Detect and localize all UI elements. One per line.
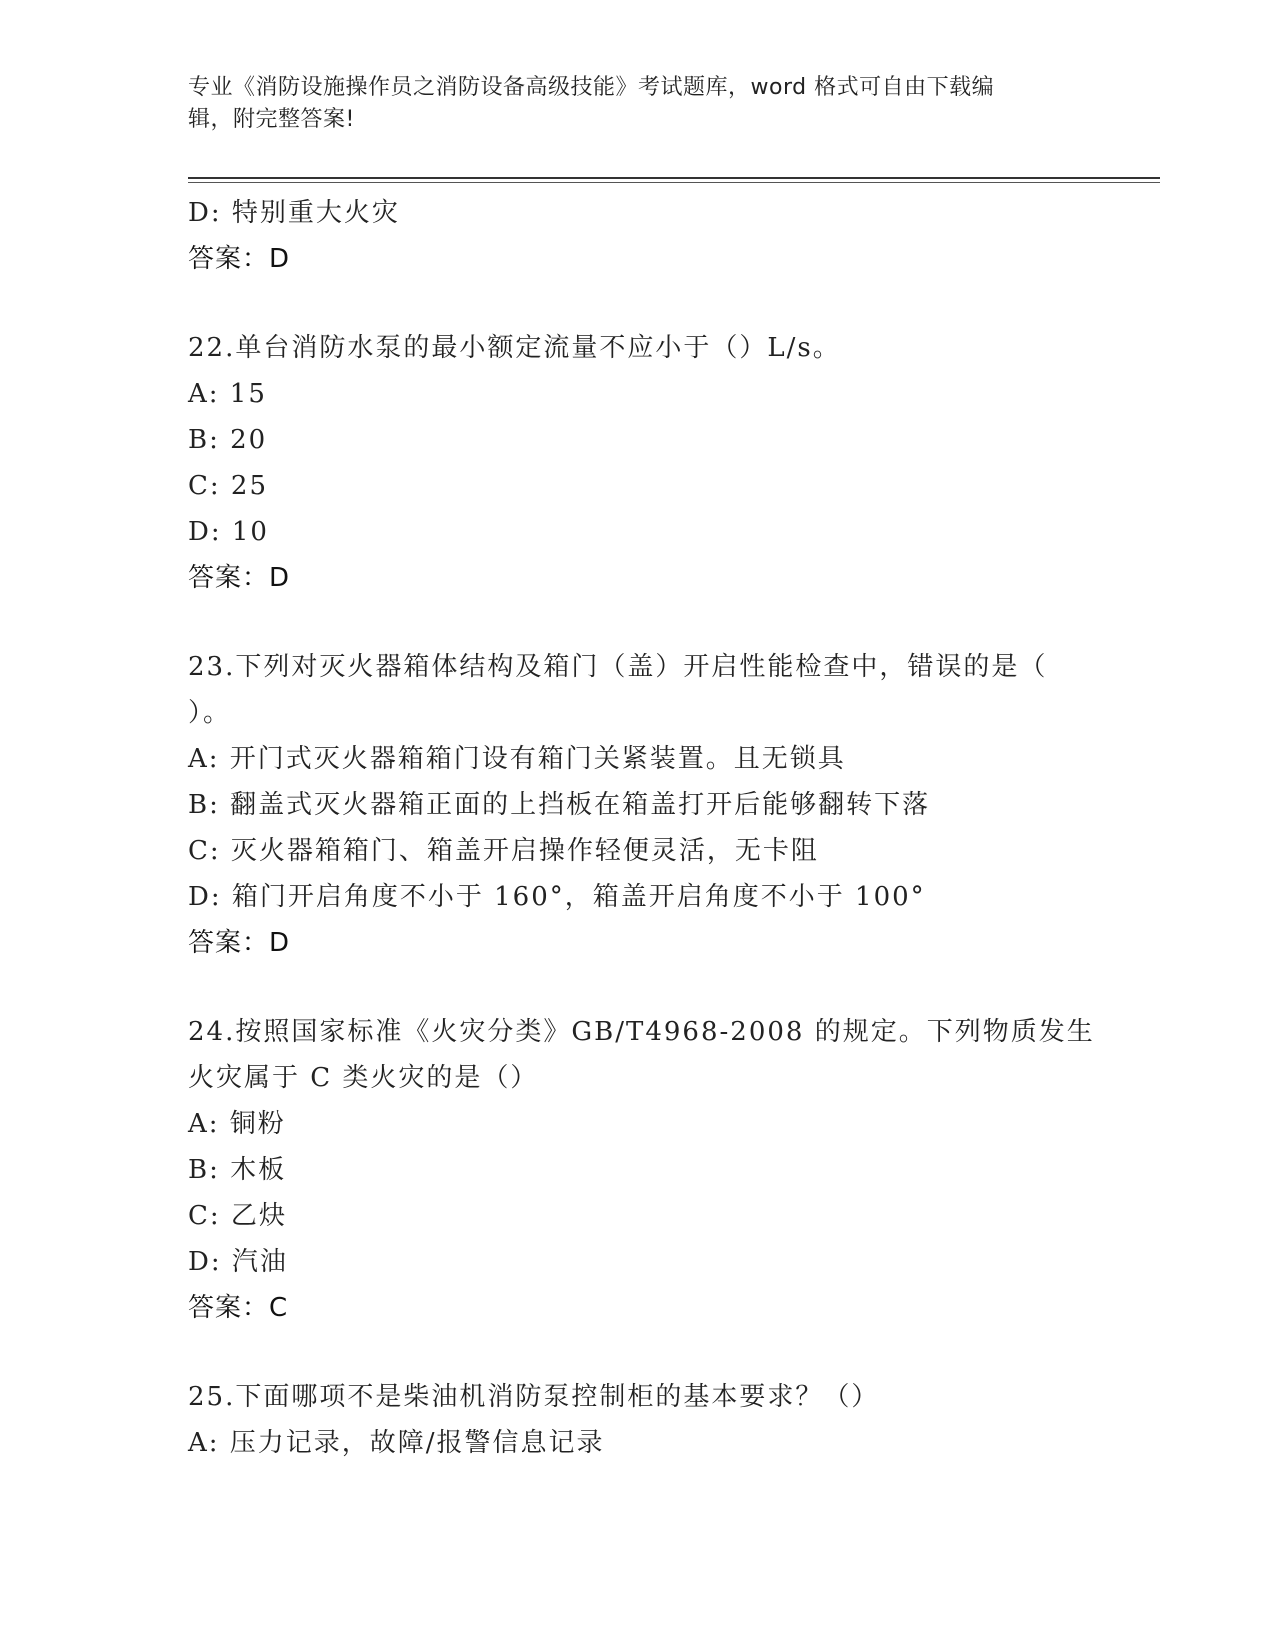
header-line-2: 辑，附完整答案! (188, 107, 355, 132)
header-divider-thick (188, 177, 1160, 179)
answer-line: 答案：D (188, 928, 291, 958)
header-divider-thin (188, 182, 1160, 183)
question-stem-continued: 火灾属于 C 类火灾的是（） (188, 1063, 539, 1093)
header-line-1: 专业《消防设施操作员之消防设备高级技能》考试题库，word 格式可自由下载编 (188, 75, 995, 100)
option-c: C: 灭火器箱箱门、箱盖开启操作轻便灵活，无卡阻 (188, 836, 819, 866)
option-a: A: 开门式灭火器箱箱门设有箱门关紧装置。且无锁具 (188, 744, 846, 774)
question-stem-continued: ）。 (188, 698, 232, 728)
option-d: D: 特别重大火灾 (188, 198, 400, 228)
question-24 (188, 1009, 1095, 1331)
option-a: A: 压力记录，故障/报警信息记录 (188, 1428, 605, 1458)
option-c: C: 乙炔 (188, 1201, 287, 1231)
option-a: A: 15 (188, 379, 267, 409)
option-b: B: 20 (188, 425, 268, 455)
document-header (188, 72, 1088, 136)
answer-line: 答案：C (188, 1293, 289, 1323)
question-25 (188, 1374, 1088, 1466)
option-c: C: 25 (188, 471, 269, 501)
option-a: A: 铜粉 (188, 1109, 286, 1139)
document-body (188, 190, 1095, 1466)
question-stem: 24.按照国家标准《火灾分类》GB/T4968-2008 的规定。下列物质发生 (188, 1017, 1095, 1047)
question-stem: 25.下面哪项不是柴油机消防泵控制柜的基本要求？（） (188, 1382, 880, 1412)
option-b: B: 木板 (188, 1155, 287, 1185)
answer-line: 答案：D (188, 244, 291, 274)
question-22 (188, 325, 1088, 601)
option-d: D: 箱门开启角度不小于 160°，箱盖开启角度不小于 100° (188, 882, 926, 912)
option-d: D: 10 (188, 517, 269, 547)
question-23 (188, 644, 1088, 966)
question-stem: 22.单台消防水泵的最小额定流量不应小于（）L/s。 (188, 333, 841, 363)
option-b: B: 翻盖式灭火器箱正面的上挡板在箱盖打开后能够翻转下落 (188, 790, 931, 820)
option-d: D: 汽油 (188, 1247, 288, 1277)
answer-line: 答案：D (188, 563, 291, 593)
question-stem: 23.下列对灭火器箱体结构及箱门（盖）开启性能检查中，错误的是（ (188, 652, 1048, 682)
